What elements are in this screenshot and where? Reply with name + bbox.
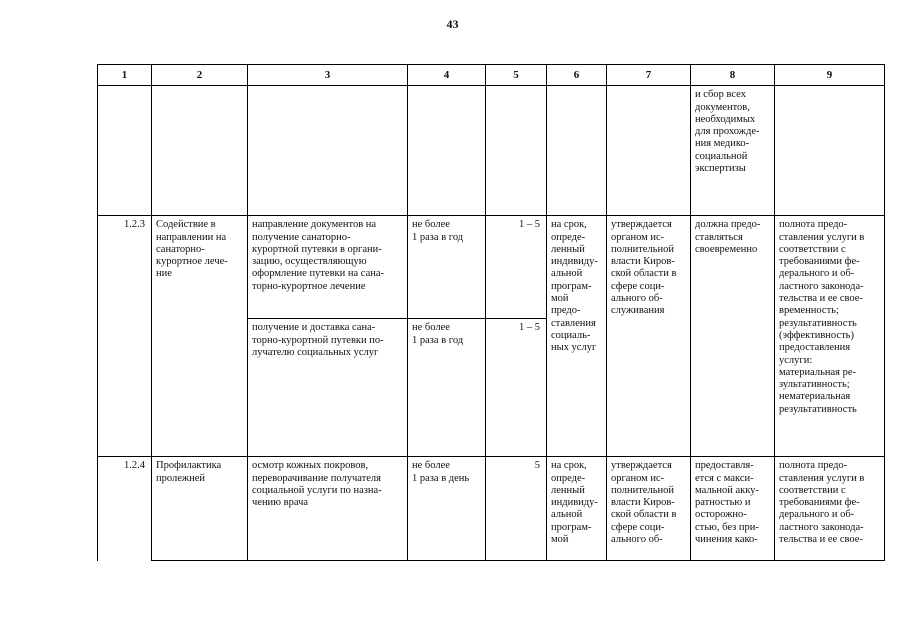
service-name-text: Профилактика пролежней: [156, 460, 222, 484]
row-number-text: 1.2.3: [124, 219, 145, 231]
service-count-text: 5: [534, 460, 540, 472]
service-action: [248, 216, 408, 319]
header-cell-7: 7: [607, 65, 691, 86]
service-approval: [607, 216, 691, 457]
cell-quality-continued: [691, 86, 775, 216]
service-evaluation: [775, 457, 885, 561]
service-count: [486, 457, 547, 561]
header-cell-4: 4: [408, 65, 486, 86]
services-table: [97, 64, 885, 561]
page-number: 43: [446, 17, 459, 31]
service-quality-text: должна предо- ставляться своевременно: [695, 219, 761, 255]
cell-empty: [547, 86, 607, 216]
service-count-text: 1 – 5: [519, 322, 540, 334]
service-term: [547, 216, 607, 457]
header-cell-9: 9: [775, 65, 885, 86]
service-frequency: [408, 319, 486, 457]
service-term: [547, 457, 607, 561]
service-name-text: Содействие в направлении на санаторно- курортное лече- ние: [156, 219, 228, 280]
cell-empty: [98, 86, 152, 216]
table-row-1-2-3: [98, 216, 885, 319]
service-frequency-text: не более 1 раза в день: [412, 460, 470, 484]
header-cell-8: 8: [691, 65, 775, 86]
service-evaluation: [775, 216, 885, 457]
cell-empty: [248, 86, 408, 216]
service-action-text: получение и доставка сана- торно-курортной путевки по- лучателю социальных услуг: [252, 322, 384, 358]
service-quality: [691, 457, 775, 561]
service-evaluation-text: полнота предо- ставления услуги в соответствии с требованиями фе- дерального и об- ластного законода- тельства и ее свое- временность; результативность (эффективность) предоставления услуги: материальная ре- зультативность; нематериальная результативность: [779, 219, 865, 415]
cell-empty: [486, 86, 547, 216]
service-quality: [691, 216, 775, 457]
service-term-text: на срок, опреде- ленный индивиду- альной програм- мой: [551, 460, 598, 546]
service-action: [248, 319, 408, 457]
service-action-text: направление документов на получение санаторно- курортной путевки в органи- зацию, осуществляющую оформление путевки на сана- торно-курортное лечение: [252, 219, 385, 292]
table-row-1-2-4: [98, 457, 885, 561]
header-cell-6: 6: [547, 65, 607, 86]
service-frequency-text: не более 1 раза в год: [412, 322, 464, 346]
cell-empty: [775, 86, 885, 216]
header-cell-5: 5: [486, 65, 547, 86]
service-approval: [607, 457, 691, 561]
service-count: [486, 319, 547, 457]
service-approval-text: утверждается органом ис- полнительной власти Киров- ской области в сфере соци- ального об-: [611, 460, 677, 546]
service-frequency: [408, 216, 486, 319]
row-number: [98, 216, 152, 457]
header-cell-1: 1: [98, 65, 152, 86]
service-evaluation-text: полнота предо- ставления услуги в соответствии с требованиями фе- дерального и об- ластного законода- тельства и ее свое-: [779, 460, 865, 546]
header-cell-3: 3: [248, 65, 408, 86]
cell-text: и сбор всех документов, необходимых для прохожде- ния медико- социальной экспертизы: [695, 89, 760, 175]
service-action: [248, 457, 408, 561]
service-frequency: [408, 457, 486, 561]
table-row-continuation: [98, 86, 885, 216]
service-count: [486, 216, 547, 319]
service-approval-text: утверждается органом ис- полнительной власти Киров- ской области в сфере соци- ального об- служивания: [611, 219, 677, 317]
service-name: [152, 216, 248, 457]
cell-empty: [152, 86, 248, 216]
header-cell-2: 2: [152, 65, 248, 86]
cell-empty: [408, 86, 486, 216]
service-count-text: 1 – 5: [519, 219, 540, 231]
cell-empty: [607, 86, 691, 216]
header-row: [98, 65, 885, 86]
row-number-text: 1.2.4: [124, 460, 145, 472]
row-number: [98, 457, 152, 561]
service-name: [152, 457, 248, 561]
service-term-text: на срок, опреде- ленный индивиду- альной програм- мой предо- ставления социаль- ных услуг: [551, 219, 598, 354]
service-frequency-text: не более 1 раза в год: [412, 219, 464, 243]
service-quality-text: предоставля- ется с макси- мальной акку- ратностью и осторожно- стью, без при- чинения како-: [695, 460, 759, 546]
service-action-text: осмотр кожных покровов, переворачивание получателя социальной услуги по назна- чению врача: [252, 460, 382, 509]
